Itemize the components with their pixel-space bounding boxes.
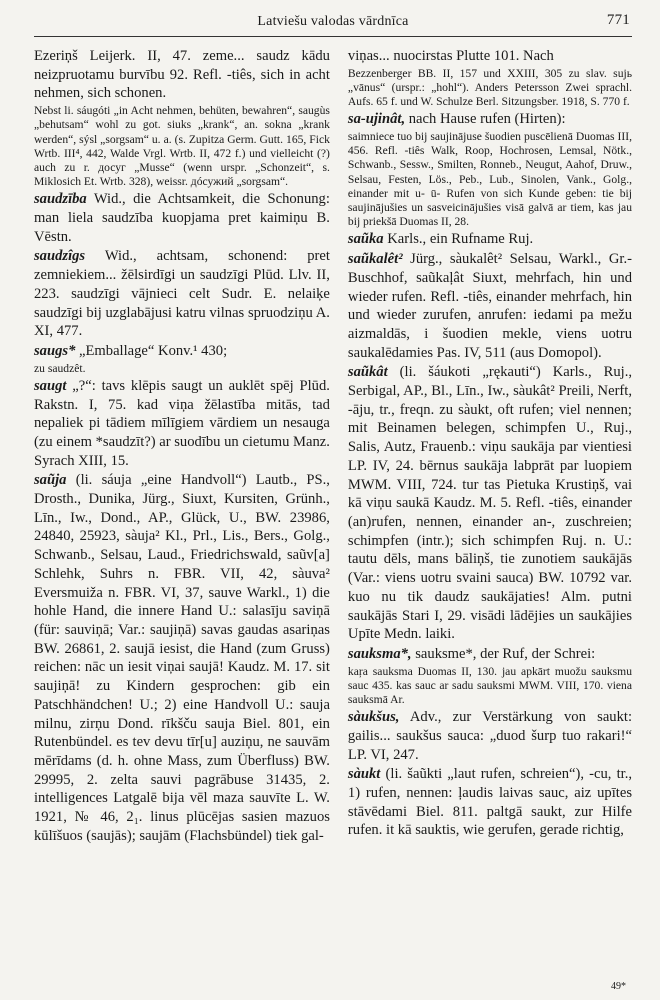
entry-text: Nebst li. sáugóti „in Acht nehmen, behüten, bewahren“, saugùs „behutsam“ wohl zu got. siuks „krank“, an. sokna „krank werden“, sýsl „sorgsam“ u. a. (s. Zupitza Germ. Gutt. 165, Fick Wrtb. III⁴, 442, Walde Vrgl. Wrtb. II, 472 f.) und vielleicht (?) auch zu r. досуг „Musse“ (wenn urspr. „Schonzeit“, s. Miklosich Et. Wrtb. 328), weissr. дóсужий „sorgsam“.: [34, 104, 330, 189]
entry-text: „?“: tavs klēpis saugt un auklēt spēj Plūd. Rakstn. I, 75. kad viņa žēlastība mitās, tad nepaliek pi tādiem mīlīgiem vārdiem un nesauga (zu einem *saudzīt?) ar suodību un cietumu Manz. Syrach XIII, 15.: [34, 377, 330, 469]
sheet-signature: 49*: [611, 981, 626, 992]
dictionary-entry: [34, 247, 330, 341]
left-column: [34, 47, 330, 846]
entry-text: Wid., die Achtsamkeit, die Schonung: man liela saudzība kuopjama pret kaimiņu B. Vēstn.: [34, 191, 330, 245]
dictionary-entry: [348, 250, 632, 362]
entry-text: (li. šaũkti „laut rufen, schreien“), -cu, tr., 1) rufen, nennen: ļaudis laivas sauc, aiz upītes stāvēdami Biel. 811. paltgā saukt, zur Hilfe rufen. it kā sauktis, wie gerufen, gerade richtig,: [347, 766, 632, 839]
page-number: 771: [606, 12, 630, 28]
headword: saũkalêt²: [347, 251, 403, 268]
headword: saugs*: [34, 342, 76, 359]
headword: saugt: [34, 377, 67, 394]
entry-text: kaŗa sauksma Duomas II, 130. jau apkārt muožu sauksmu sauc 435. kas sauc ar sadu sauksmi MWM. VIII, 170. viena sauksmā Ar.: [347, 664, 632, 707]
dictionary-entry: [34, 342, 330, 361]
headword: sàukšus,: [347, 709, 400, 726]
entry-text: saimniece tuo bij saujinājuse šuodien puscēlienā Duomas III, 456. Refl. -tiês Walk, Roop, Hochrosen, Lemsal, Nötk., Schwanb., Sessw., Smilten, Ronneb., Neugut, Aahof, Druw., Selsau, Festen, Lös., Peb., Lub., Sinolen, Vank., Golg., einander mit u- ū- Rufen von sich Kunde geben: tie bij saujinājušies un sasveicinājušies visā galvā ar tiem, kas jau bij priekšā Duomas II, 28.: [347, 130, 632, 229]
dictionary-entry: [348, 363, 632, 644]
entry-text: sauksme*, der Ruf, der Schrei:: [411, 645, 596, 662]
entry-text: nach Hause rufen (Hirten):: [405, 111, 566, 128]
headword: saudzîgs: [34, 248, 86, 265]
entry-text: Ezeriņš Leijerk. II, 47. zeme... saudz kādu neizpruotamu burvību 92. Refl. -tiês, sich in acht nehmen, sich schonen.: [34, 48, 330, 102]
entry-text: „Emballage“ Konv.¹ 430;: [75, 342, 228, 359]
headword: saũkât: [347, 364, 388, 381]
headword: sauksma*,: [347, 645, 412, 662]
dictionary-entry: [348, 645, 632, 664]
headword: saũka: [347, 231, 384, 248]
entry-text: (li. šáukoti „rękauti“) Karls., Ruj., Serbigal, AP., Bl., Līn., Iw., sàukât² Preili, Nerft, -āju, tr., freqn. zu sàukt, oft rufen; viel nennen; mit Beinamen belegen, schimpfen U., Ruj., Salis, Autz, Frauenb.: viņu saukāja par vientiesi LP. IV, 24. bērnus saukāja labprāt par luopiem MWM. VIII, 724. tur tas Pietuka Krustiņš, vai kā viņu saukā Kaudz. M. 5. Refl. -tiês, einander (an)rufen, nennen, einander an-, zuschreien; schimpfen (intr.); sich schimpfen Ruj. n. U.: tautu dēls, mans bāliņš, tie zunotiem saukājās (Var.: viens uotru svaini sauca) BW. 10792 var. kuo nu tik daudz saukājaties! Alm. putni saukājās Stari I, 29. visādi lādējies un saukājies Upīte Medn. laiki.: [347, 364, 632, 643]
headword: sàukt: [347, 766, 381, 783]
dictionary-entry: [34, 471, 330, 845]
headword: saudzība: [34, 191, 87, 208]
dictionary-entry: [348, 708, 632, 764]
dictionary-entry: [348, 130, 632, 229]
dictionary-entry: [34, 362, 330, 376]
dictionary-entry: [348, 47, 632, 66]
entry-text: zu saudzêt.: [34, 361, 86, 375]
entry-text: viņas... nuocirstas Plutte 101. Nach: [347, 48, 554, 64]
dictionary-entry: [34, 47, 330, 103]
entry-text: Wid., achtsam, schonend: pret zemniekiem... žēlsirdīgi un saudzīgi Plūd. Llv. II, 223. saudzīgi vājnieci celt Sudr. E. nelaiķe saudzīgi bij uzglabājusi katru vilnas spruodziņu A. XI, 477.: [34, 248, 330, 340]
dictionary-entry: [348, 665, 632, 708]
entry-text: Bezzenberger BB. II, 157 und XXIII, 305 zu slav. sujь „vānus“ (urspr.: „hohl“). Anders Petersson Zwei sprachl. Aufs. 65 f. und W. Schulze Berl. Sitzungsber. 1918, S. 770 f.: [347, 66, 632, 109]
dictionary-entry: [34, 190, 330, 246]
running-title: Latviešu valodas vārdnīca: [257, 14, 409, 29]
entry-text: Adv., zur Verstärkung von saukt: gailis... saukšus sauca: „duod šurp tuo rakari!“ LP. VI, 247.: [347, 709, 632, 763]
dictionary-entry: [34, 104, 330, 189]
headword: sa-ujinât,: [347, 111, 406, 128]
headword: saũja: [34, 472, 67, 489]
page-header: [34, 10, 632, 37]
right-column: [348, 47, 632, 846]
entry-text: Jürg., sàukalêt² Selsau, Warkl., Gr.-Buschhof, saũkaļât Siuxt, mehrfach, hin und wieder rufen. Refl. -tiês, einander mehrfach, hin und wieder zurufen, anrufen: iedami pa mežu aizmaldās, i šuodien mekle, viens uotru saukalēdamies Pas. IV, 511 (aus Domopol).: [347, 251, 632, 361]
entry-text: Karls., ein Rufname Ruj.: [383, 231, 534, 248]
dictionary-entry: [348, 110, 632, 129]
text-columns: [34, 47, 632, 846]
dictionary-entry: [348, 230, 632, 249]
entry-text: (li. sáuja „eine Handvoll“) Lautb., PS., Drosth., Dunika, Jürg., Siuxt, Kursiten, Grünh., Līn., Iw., Dond., AP., Glück, U., BW. 23986, 24840, 25923, sàuja² Kl., Prl., Lis., Bers., Golg., Schwanb., Selsau, Laud., Friedrichswald, saũv[a] Schlehk, Suhrs n. FBR. VII, 42, sàuva² Eversmuiža n. FBR. VI, 37, sauve Warkl., 1) die hohle Hand, die innere Hand U.: salasīju saviņā (für: sauviņā; Var.: saujiņā) savas gaudas asariņas BW. 26861, 2. saujā iesist, die Hand (zum Gruss) reichen: nāc un iesit viņai saujā! Kaudz. M. 17. sit saujiņā! zu Kindern gesprochen: gib ein Patschhändchen! U.; 2) eine Handvoll U.: sauja milnu, zirņu Dond. rīkšču sauja Biel. 801, ein Rutenbündel. es tev devu tīr[u] auziņu, ne sauvām mērīdams (d. h. ohne Mass, zum Überfluss) BW. 29995, 2. zelta sauvi pagrābuse 31435, 2. intelligences Latgalē bija vēl maza sauvīte L. W. 1921, № 46, 2₁. linus plūcējas sasien mazuos kūlīšuos (saujās); saujām (Flachsbündel) tiek gal-: [34, 472, 330, 844]
dictionary-entry: [34, 377, 330, 471]
dictionary-entry: [348, 67, 632, 110]
dictionary-entry: [348, 765, 632, 840]
